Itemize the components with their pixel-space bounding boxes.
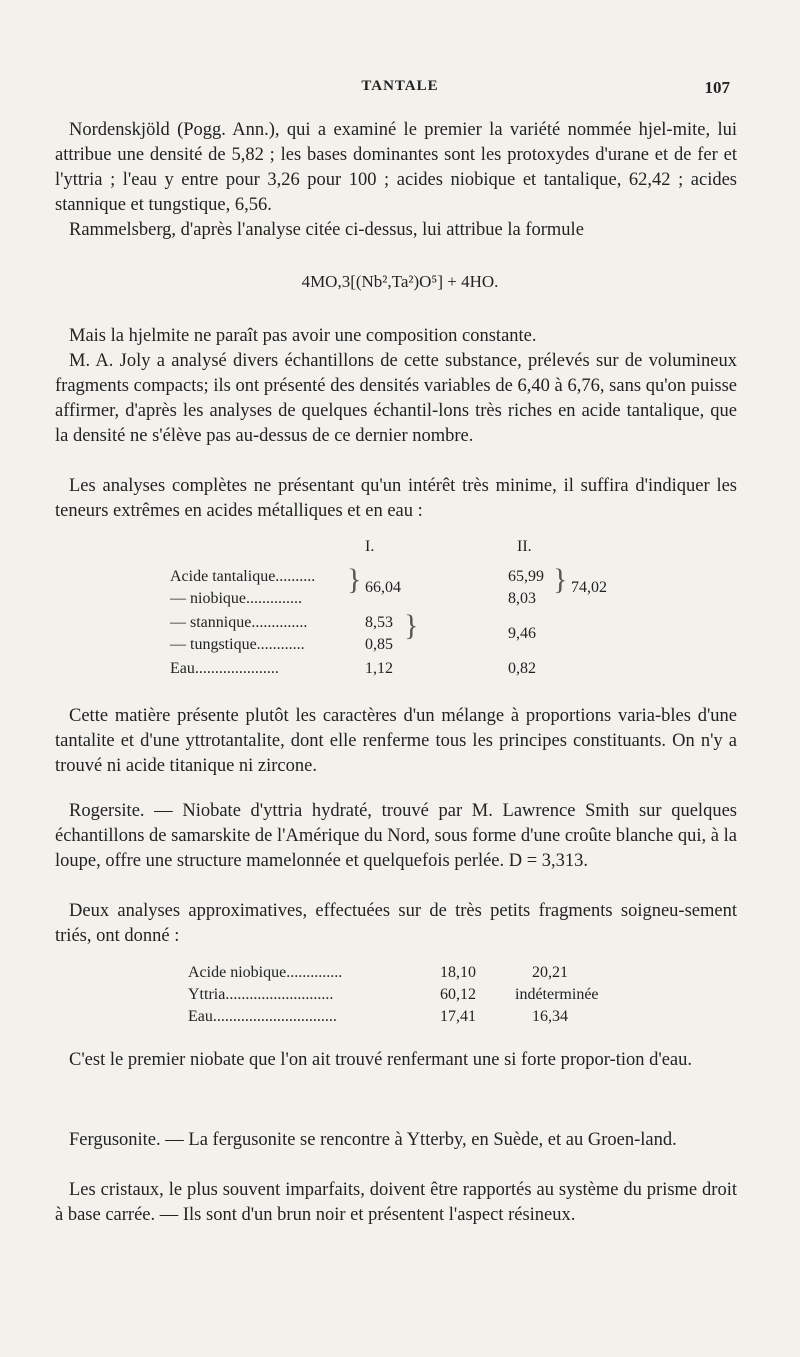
value-ii-niobique: 8,03 xyxy=(508,590,536,607)
value-a-eau: 17,41 xyxy=(440,1008,476,1025)
value-ii-tantalique: 65,99 xyxy=(508,568,544,585)
value-b-yttria: indéterminée xyxy=(515,986,599,1003)
label-eau: Eau..................... xyxy=(170,660,279,677)
brace-i-stan-tung: } xyxy=(404,609,419,642)
paragraph-rogersite: Rogersite. — Niobate d'yttria hydraté, trouvé par M. Lawrence Smith sur quelques échantillons de samarskite de l'Amérique du Nord, sous forme d'une croûte blanche qui, à la loupe, offre une structure mamelonnée et quelquefois perlée. D = 3,313. xyxy=(55,801,737,871)
page-header xyxy=(0,78,800,102)
label-tungstique: — tungstique............ xyxy=(170,636,305,653)
label-eau-2: Eau............................... xyxy=(188,1008,337,1025)
brace-ii-acids: } xyxy=(553,563,568,596)
col-header-ii: II. xyxy=(517,538,532,555)
page-number: 107 xyxy=(704,78,730,97)
value-ii-stan-tung: 9,46 xyxy=(508,625,536,642)
value-i-eau: 1,12 xyxy=(365,660,393,677)
brace-i-acids: } xyxy=(347,563,362,596)
value-ii-combined: 74,02 xyxy=(571,579,607,596)
chemical-formula: 4MO,3[(Nb²,Ta²)O⁵] + 4HO. xyxy=(301,272,499,291)
paragraph-melange: Cette matière présente plutôt les caractères d'un mélange à proportions varia-bles d'une tantalite et d'une yttrotantalite, dont elle renferme tous les principes constituants. On n'y a trouvé ni acide titanique ni zircone. xyxy=(55,706,737,776)
paragraph-cristaux: Les cristaux, le plus souvent imparfaits, doivent être rapportés au système du prisme droit à base carrée. — Ils sont d'un brun noir et présentent l'aspect résineux. xyxy=(55,1180,737,1225)
label-niobique: — niobique.............. xyxy=(170,590,302,607)
paragraph-rammelsberg: Rammelsberg, d'après l'analyse citée ci-dessus, lui attribue la formule xyxy=(69,220,584,240)
paragraph-nordenskjold: Nordenskjöld (Pogg. Ann.), qui a examiné le premier la variété nommée hjel-mite, lui attribue une densité de 5,82 ; les bases dominantes sont les protoxydes d'urane et de fer et l'yttria ; l'eau y entre pour 3,26 pour 100 ; acides niobique et tantalique, 62,42 ; acides stannique et tungstique, 6,56. xyxy=(55,120,737,215)
paragraph-deux-analyses: Deux analyses approximatives, effectuées sur de très petits fragments soigneu-sement triés, ont donné : xyxy=(55,901,737,946)
value-i-tungstique: 0,85 xyxy=(365,636,393,653)
paragraph-analyses: Les analyses complètes ne présentant qu'un intérêt très minime, il suffira d'indiquer les teneurs extrêmes en acides métalliques et en eau : xyxy=(55,476,737,521)
value-i-acids: 66,04 xyxy=(365,579,401,596)
value-a-yttria: 60,12 xyxy=(440,986,476,1003)
value-i-stannique: 8,53 xyxy=(365,614,393,631)
running-title: TANTALE xyxy=(361,78,439,94)
col-header-i: I. xyxy=(365,538,375,555)
label-yttria: Yttria........................... xyxy=(188,986,334,1003)
paragraph-fergusonite: Fergusonite. — La fergusonite se rencontre à Ytterby, en Suède, et au Groen-land. xyxy=(69,1130,677,1150)
paragraph-joly: M. A. Joly a analysé divers échantillons de cette substance, prélevés sur de volumineux fragments compacts; ils ont présenté des densités variables de 6,40 à 6,76, sans qu'on puisse affirmer, d'après les analyses de quelques échantil-lons très riches en acide tantalique, que la densité ne s'élève pas au-dessus de ce dernier nombre. xyxy=(55,351,737,446)
value-b-eau: 16,34 xyxy=(532,1008,568,1025)
value-a-niobique: 18,10 xyxy=(440,964,476,981)
paragraph-premier-niobate: C'est le premier niobate que l'on ait trouvé renfermant une si forte propor-tion d'eau. xyxy=(69,1050,693,1070)
value-ii-eau: 0,82 xyxy=(508,660,536,677)
label-acide-niobique: Acide niobique.............. xyxy=(188,964,343,981)
label-stannique: — stannique.............. xyxy=(170,614,308,631)
value-b-niobique: 20,21 xyxy=(532,964,568,981)
label-acide-tantalique: Acide tantalique.......... xyxy=(170,568,316,585)
paragraph-composition: Mais la hjelmite ne paraît pas avoir une composition constante. xyxy=(69,326,537,346)
